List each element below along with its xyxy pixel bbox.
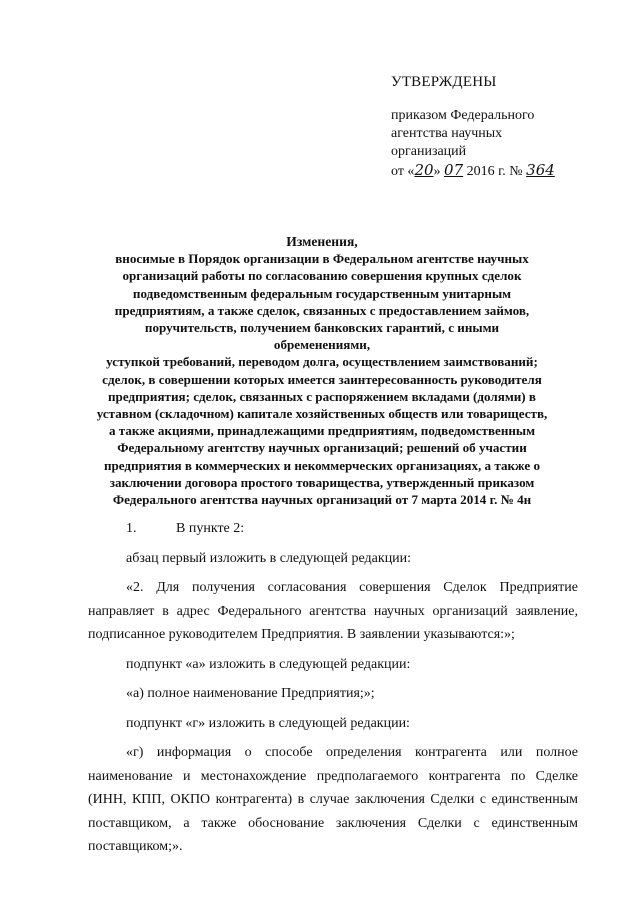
item-1: [88, 517, 578, 541]
approval-line-2: агентства научных: [391, 126, 503, 141]
paragraph-2: «2. Для получения согласования совершения Сделок Предприятие направляет в адрес Федерального агентства научных организаций заявление, подписанное руководителем Предприятия. В заявлении указываются:»;: [88, 580, 578, 642]
paragraph-4: «а) полное наименование Предприятия;»;: [126, 686, 375, 701]
title-line: предприятия в коммерческих и некоммерческих организациях, а также о: [103, 457, 541, 473]
approval-title: УТВЕРЖДЕНЫ: [391, 74, 497, 90]
paragraph-1: абзац первый изложить в следующей редакции:: [126, 550, 412, 566]
title-line: а также акциями, принадлежащими предприятиям, подведомственным: [108, 423, 536, 439]
title-line: организаций работы по согласованию совершения крупных сделок: [122, 268, 522, 284]
paragraph-6: «г) информация о способе определения контрагента или полное наименование и местонахождение предполагаемого контрагента по Сделке (ИНН, КПП, ОКПО контрагента) в случае заключения Сделки с единственным поставщиком, а также обоснование заключения Сделки с единственным поставщиком;».: [88, 745, 578, 854]
title-line: уступкой требований, переводом долга, осуществлением заимствований;: [106, 354, 538, 370]
title-line: вносимые в Порядок организации в Федеральном агентстве научных: [115, 251, 529, 267]
handwritten-day: 20: [414, 161, 434, 179]
date-year-text: 2016 г. №: [463, 164, 527, 179]
title-line: Федерального агентства научных организаций от 7 марта 2014 г. № 4н: [112, 492, 532, 508]
approval-line-1: приказом Федерального: [391, 108, 535, 123]
paragraph-3: подпункт «а» изложить в следующей редакции:: [126, 656, 411, 672]
document-body: [88, 517, 578, 859]
title-line: поручительств, получением банковских гарантий, с иными обременениями,: [144, 320, 500, 353]
date-separator: »: [433, 164, 445, 179]
approval-date-line: [391, 161, 611, 181]
title-line: сделок, в совершении которых имеется заинтересованность руководителя: [102, 371, 542, 387]
approval-line-3: организаций: [391, 144, 467, 159]
date-prefix: от «: [391, 164, 415, 179]
title-line: заключении договора простого товарищества, утвержденный приказом: [109, 474, 535, 490]
title-line: предприятия; сделок, связанных с распоряжением вкладами (долями) в: [108, 388, 536, 404]
document-title: [96, 233, 548, 508]
item-number: 1.: [126, 521, 137, 536]
title-line: уставном (складочном) капитале хозяйственных обществ или товариществ,: [96, 406, 548, 422]
approval-stamp: [391, 73, 611, 181]
title-heading: Изменения,: [286, 234, 358, 249]
item-text: В пункте 2:: [176, 521, 245, 536]
handwritten-number: 364: [526, 161, 555, 179]
title-line: Федеральному агентству научных организаций; решений об участии: [117, 440, 527, 456]
paragraph-5: подпункт «г» изложить в следующей редакции:: [126, 715, 410, 731]
title-line: предприятиям, а также сделок, связанных с предоставлением займов,: [114, 302, 530, 318]
title-line: подведомственным федеральным государственным унитарным: [132, 285, 512, 301]
handwritten-month: 07: [444, 161, 464, 179]
